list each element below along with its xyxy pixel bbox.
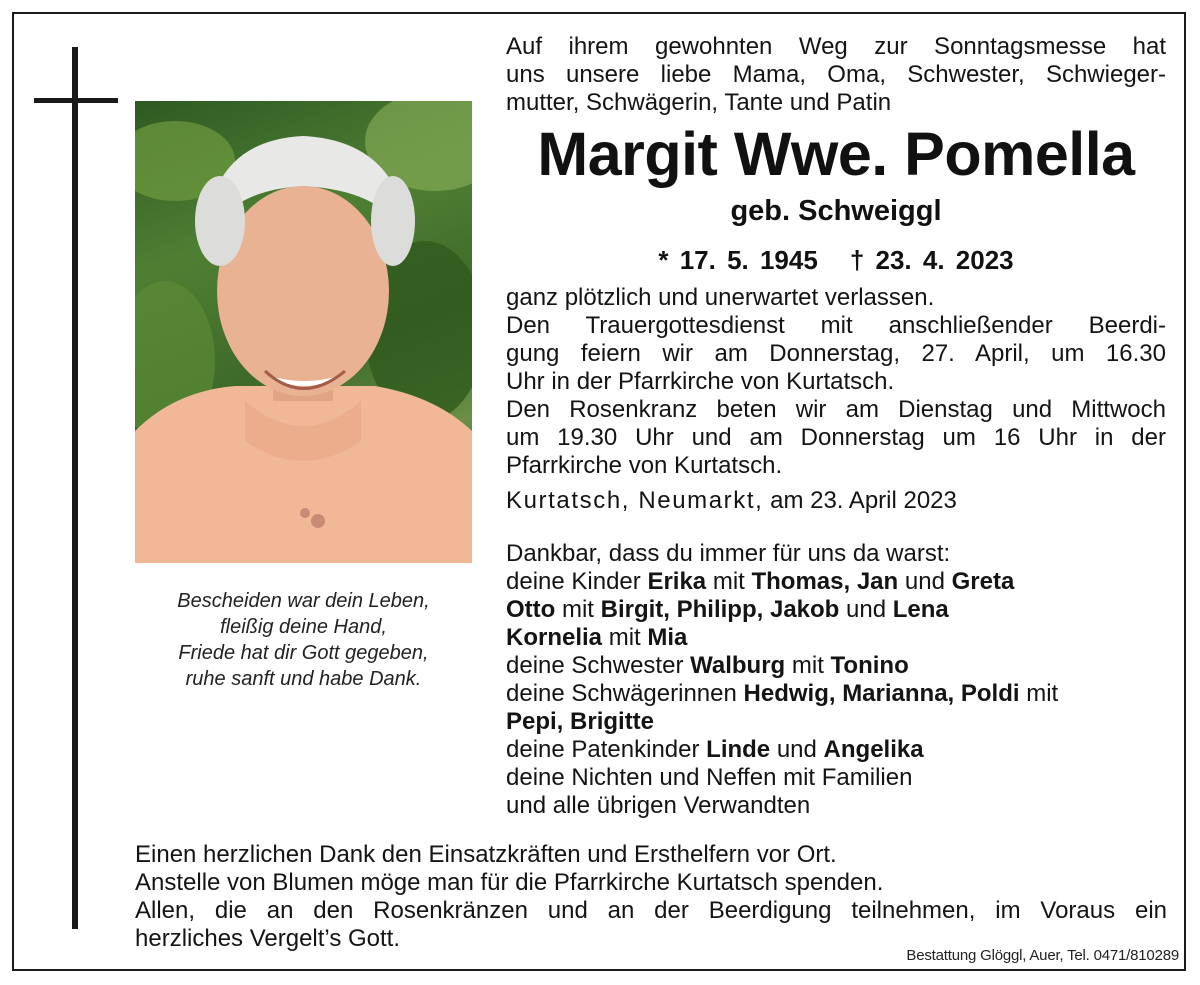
family-line: deine Nichten und Neffen mit Familien [506,764,913,791]
intro-line: Auf ihrem gewohnten Weg zur Sonntagsmesse hat [506,33,1166,60]
birth-date: * 17. 5. 1945 [658,245,818,275]
service-line: Uhr in der Pfarrkirche von Kurtatsch. [506,368,895,395]
cross-icon [72,47,78,929]
service-text [506,284,1166,480]
poem [135,588,472,692]
family-list [506,540,1166,820]
date: am 23. April 2023 [770,487,957,514]
family-line: Pepi, Brigitte [506,708,655,735]
place-date [506,487,957,515]
family-line: deine Patenkinder Linde und Angelika [506,736,924,763]
family-intro: Dankbar, dass du immer für uns da warst: [506,540,951,567]
portrait-photo [135,101,472,563]
service-line: ganz plötzlich und unerwartet verlassen. [506,284,935,311]
intro-text [506,33,1166,117]
place: Kurtatsch, Neumarkt, [506,487,764,514]
service-line: Den Trauergottesdienst mit anschließender Beerdi- [506,312,1166,339]
family-line: deine Schwägerinnen Hedwig, Marianna, Poldi mit [506,680,1059,707]
service-line: gung feiern wir am Donnerstag, 27. April, um 16.30 [506,340,1166,367]
service-line: Den Rosenkranz beten wir am Dienstag und Mittwoch [506,396,1166,423]
thanks-line: Allen, die an den Rosenkränzen und an der Beerdigung teilnehmen, im Voraus ein [135,897,1167,924]
family-line: deine Kinder Erika mit Thomas, Jan und Greta [506,568,1015,595]
intro-line: mutter, Schwägerin, Tante und Patin [506,89,892,116]
maiden-name: geb. Schweiggl [730,195,942,227]
poem-line: Bescheiden war dein Leben, [177,590,430,612]
thanks-text [135,841,1167,953]
service-line: um 19.30 Uhr und am Donnerstag um 16 Uhr in der [506,424,1166,451]
thanks-line: herzliches Vergelt’s Gott. [135,925,401,952]
death-date: † 23. 4. 2023 [849,245,1014,275]
intro-line: uns unsere liebe Mama, Oma, Schwester, Schwieger- [506,61,1166,88]
deceased-name: Margit Wwe. Pomella [537,120,1135,188]
family-line: und alle übrigen Verwandten [506,792,811,819]
undertaker-credit: Bestattung Glöggl, Auer, Tel. 0471/810289 [906,947,1179,964]
thanks-line: Anstelle von Blumen möge man für die Pfarrkirche Kurtatsch spenden. [135,869,884,896]
poem-line: fleißig deine Hand, [220,616,387,638]
poem-line: Friede hat dir Gott gegeben, [178,642,429,664]
cross-icon-bar [34,98,118,103]
thanks-line: Einen herzlichen Dank den Einsatzkräften und Ersthelfern vor Ort. [135,841,837,868]
service-line: Pfarrkirche von Kurtatsch. [506,452,783,479]
life-dates [505,244,1167,276]
poem-line: ruhe sanft und habe Dank. [185,668,422,690]
family-line: deine Schwester Walburg mit Tonino [506,652,909,679]
family-line: Otto mit Birgit, Philipp, Jakob und Lena [506,596,949,623]
family-line: Kornelia mit Mia [506,624,688,651]
